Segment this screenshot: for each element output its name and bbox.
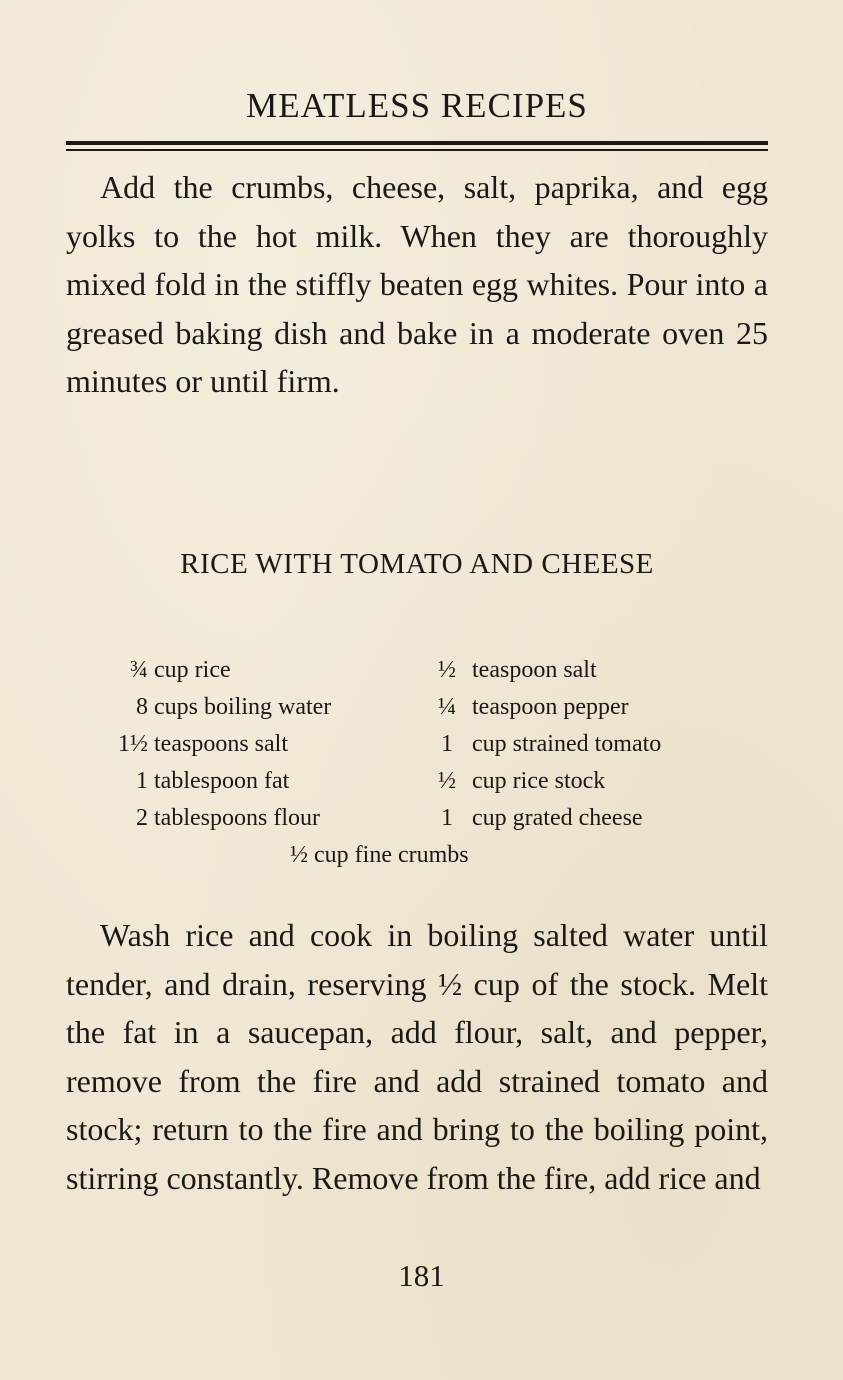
ingredient-row [100,800,770,837]
ingredient-item: teaspoons salt [154,731,288,757]
ingredient-item: tablespoon fat [154,768,290,794]
ingredient-quantity: 2 [136,805,148,831]
ingredient-quantity: 1 [441,805,453,831]
ingredient-right [428,726,661,763]
page-number: 181 [398,1258,445,1293]
ingredient-list [100,652,770,874]
ingredient-right [428,652,597,689]
ingredient-right [428,763,605,800]
ingredient-quantity: ¼ [438,694,456,720]
ingredient-item: cups boiling water [154,694,332,720]
ingredient-row [100,726,770,763]
ingredient-final: ½ cup fine crumbs [290,842,469,868]
running-head: MEATLESS RECIPES [246,86,588,125]
ingredient-quantity: 8 [136,694,148,720]
ingredient-item: tablespoons flour [154,805,320,831]
directions-text: Wash rice and cook in boiling salted water until tender, and drain, reserving ½ cup of the stock. Melt the fat in a saucepan, add flour, salt, and pepper, remove from the fire and add strained tomato and stock; return to the fire and bring to the boiling point, stirring constantly. Remove from the fire, add rice and [66,917,768,1196]
ingredient-left [100,652,231,689]
ingredient-row [100,652,770,689]
ingredient-left [100,800,320,837]
ingredient-row [100,689,770,726]
header-rule-thin [66,149,768,151]
ingredient-quantity: ½ [438,657,456,683]
header-rule-thick [66,141,768,145]
continued-paragraph [66,163,768,406]
ingredient-quantity: ¾ [130,657,148,683]
ingredient-quantity: 1½ [118,731,148,757]
ingredient-left [100,726,288,763]
directions-paragraph [66,911,768,1203]
ingredient-item: cup rice stock [472,768,606,794]
ingredient-item: cup strained tomato [472,731,662,757]
ingredient-item: cup grated cheese [472,805,643,831]
ingredient-row [100,837,770,874]
recipe-title: RICE WITH TOMATO AND CHEESE [180,548,654,580]
ingredient-quantity: ½ [438,768,456,794]
ingredient-quantity: 1 [136,768,148,794]
continued-paragraph-text: Add the crumbs, cheese, salt, paprika, and egg yolks to the hot milk. When they are thoroughly mixed fold in the stiffly beaten egg whites. Pour into a greased baking dish and bake in a moderate oven 25 minutes or until firm. [66,169,768,400]
ingredient-quantity: 1 [441,731,453,757]
ingredient-item: teaspoon salt [472,657,597,683]
ingredient-right [428,800,643,837]
ingredient-left [100,689,331,726]
ingredient-item: teaspoon pepper [472,694,629,720]
ingredient-left [100,763,289,800]
ingredient-item: cup rice [154,657,231,683]
ingredient-row [100,763,770,800]
ingredient-right [428,689,629,726]
